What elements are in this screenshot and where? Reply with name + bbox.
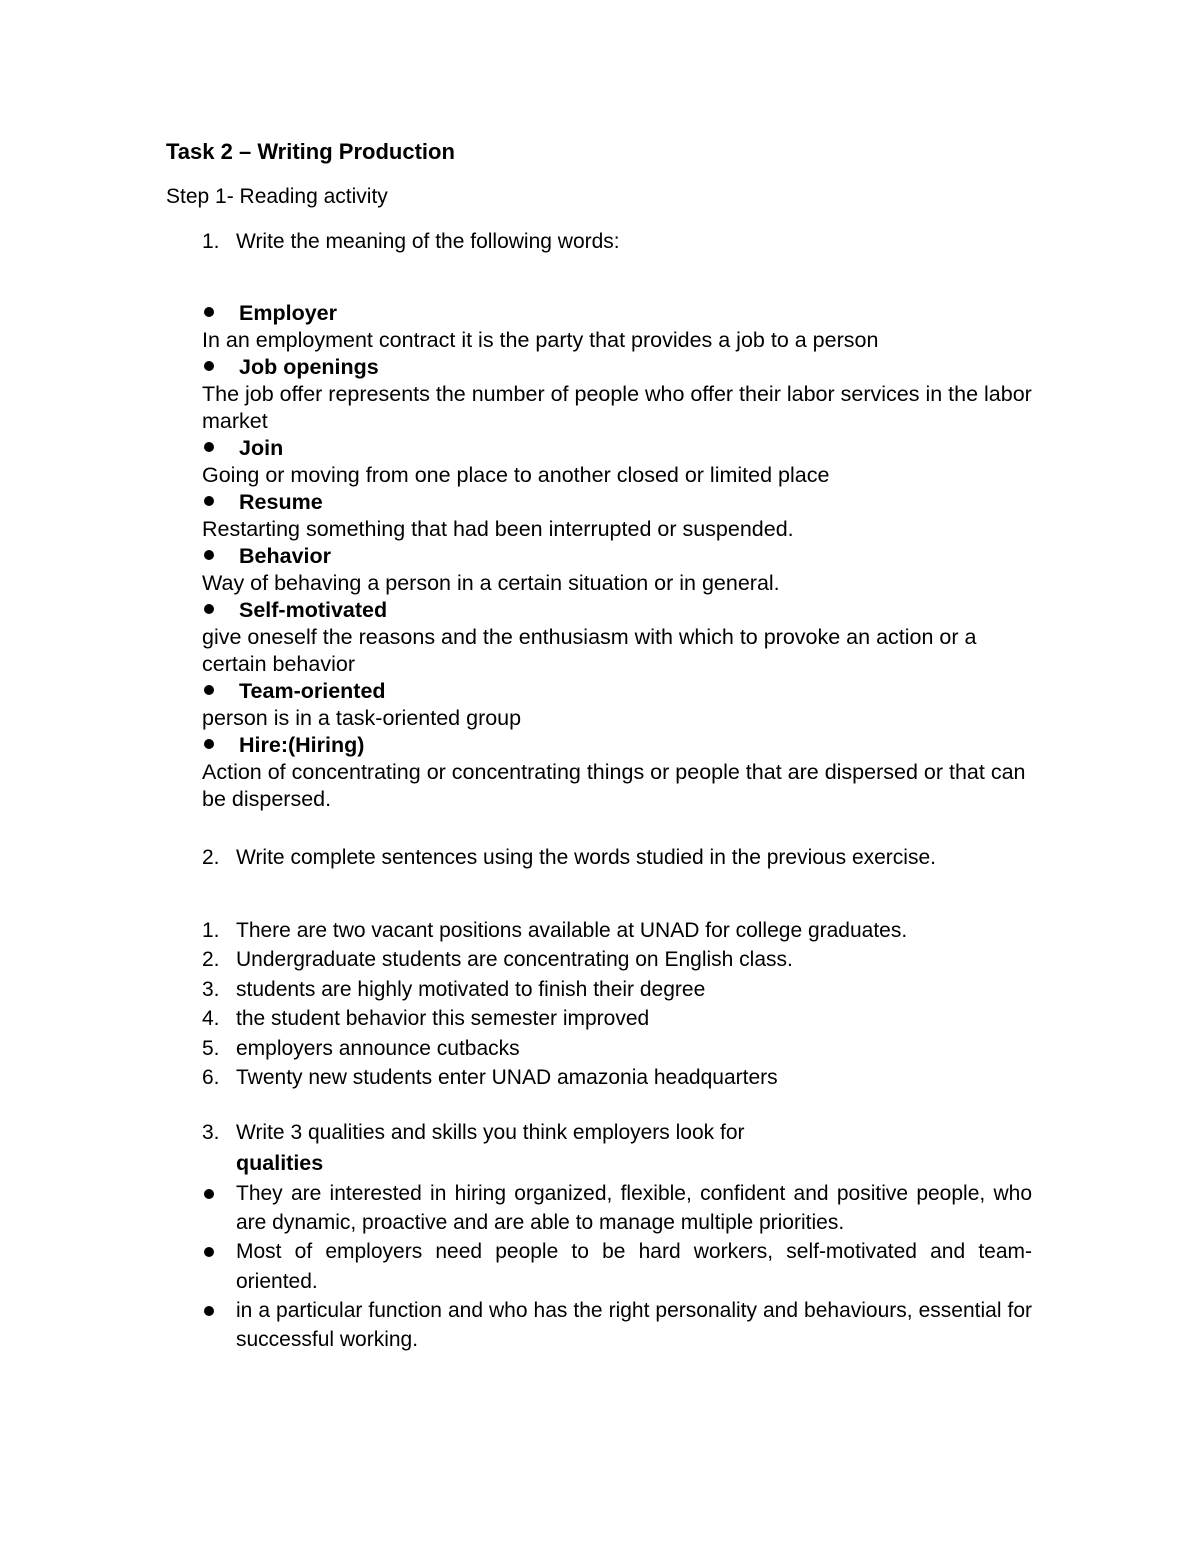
sentence-number: 3. — [202, 977, 220, 1001]
list-item — [202, 489, 1042, 543]
bullet-icon — [204, 604, 214, 614]
sentence-number: 5. — [202, 1036, 220, 1060]
sentence-text: Twenty new students enter UNAD amazonia headquarters — [236, 1066, 778, 1090]
list-item — [202, 945, 907, 974]
list-item — [202, 543, 1042, 597]
bullet-icon — [204, 739, 214, 749]
list-item — [202, 597, 1042, 678]
bullet-icon — [204, 550, 214, 560]
sentence-number: 6. — [202, 1066, 220, 1090]
qualities-list — [202, 1179, 1032, 1354]
list-item — [202, 1063, 907, 1092]
list-item — [202, 916, 907, 945]
sentences-list — [202, 916, 907, 1092]
quality-text: They are interested in hiring organized, flexible, confident and positive people, who are dynamic, proactive and are able to manage multiple priorities. — [236, 1182, 1032, 1235]
sentence-number: 4. — [202, 1007, 220, 1031]
sentence-text: Undergraduate students are concentrating on English class. — [236, 948, 793, 972]
step-heading: Step 1- Reading activity — [166, 185, 388, 208]
sentence-text: employers announce cutbacks — [236, 1036, 520, 1060]
quality-text: in a particular function and who has the right personality and behaviours, essential for successful working. — [236, 1298, 1032, 1352]
list-item — [202, 975, 907, 1004]
vocab-definition: person is in a task-oriented group — [202, 706, 522, 730]
sentence-number: 1. — [202, 919, 220, 942]
bullet-icon — [204, 496, 214, 506]
vocabulary-list — [202, 300, 1042, 813]
vocab-term: Job openings — [239, 355, 379, 379]
bullet-icon — [204, 685, 214, 695]
vocab-definition: give oneself the reasons and the enthusiasm with which to provoke an action or a certain behavior — [202, 625, 977, 676]
list-item — [202, 1179, 1032, 1237]
vocab-definition: Restarting something that had been interrupted or suspended. — [202, 517, 794, 541]
bullet-icon — [204, 307, 214, 317]
list-item — [202, 300, 1042, 354]
list-item — [202, 435, 1042, 489]
vocab-term: Resume — [239, 490, 323, 514]
sentence-text: students are highly motivated to finish their degree — [236, 977, 706, 1001]
sentence-text: There are two vacant positions available at UNAD for college graduates. — [236, 919, 908, 942]
bullet-icon — [204, 1306, 214, 1316]
vocab-definition: Action of concentrating or concentrating things or people that are dispersed or that can be dispersed. — [202, 760, 1026, 811]
vocab-term: Self-motivated — [239, 598, 388, 622]
q3-number: 3. — [202, 1121, 220, 1144]
vocab-definition: In an employment contract it is the party that provides a job to a person — [202, 328, 879, 352]
q2-text: Write complete sentences using the words studied in the previous exercise. — [236, 846, 936, 869]
sentence-text: the student behavior this semester improved — [236, 1007, 650, 1031]
list-item — [202, 732, 1042, 813]
q2-number: 2. — [202, 846, 220, 869]
list-item — [202, 1237, 1032, 1295]
qualities-heading: qualities — [236, 1151, 324, 1175]
list-item — [202, 1034, 907, 1063]
vocab-term: Behavior — [239, 544, 332, 568]
quality-text: Most of employers need people to be hard workers, self-motivated and team-oriented. — [236, 1240, 1032, 1293]
bullet-icon — [204, 442, 214, 452]
page-title: Task 2 – Writing Production — [166, 139, 455, 164]
bullet-icon — [204, 1247, 214, 1257]
vocab-term: Join — [239, 436, 284, 460]
vocab-term: Hire:(Hiring) — [239, 733, 365, 757]
vocab-definition: The job offer represents the number of people who offer their labor services in the labor market — [202, 382, 1032, 433]
list-item — [202, 678, 1042, 732]
vocab-term: Employer — [239, 301, 337, 325]
list-item — [202, 1004, 907, 1033]
list-item — [202, 354, 1042, 435]
vocab-term: Team-oriented — [239, 679, 386, 703]
bullet-icon — [204, 361, 214, 371]
sentence-number: 2. — [202, 948, 220, 972]
bullet-icon — [204, 1189, 214, 1199]
q3-text: Write 3 qualities and skills you think employers look for — [236, 1121, 745, 1144]
q1-text: Write the meaning of the following words: — [236, 230, 620, 253]
q1-number: 1. — [202, 230, 220, 253]
vocab-definition: Going or moving from one place to another closed or limited place — [202, 463, 830, 487]
list-item — [202, 1296, 1032, 1354]
vocab-definition: Way of behaving a person in a certain situation or in general. — [202, 571, 780, 595]
